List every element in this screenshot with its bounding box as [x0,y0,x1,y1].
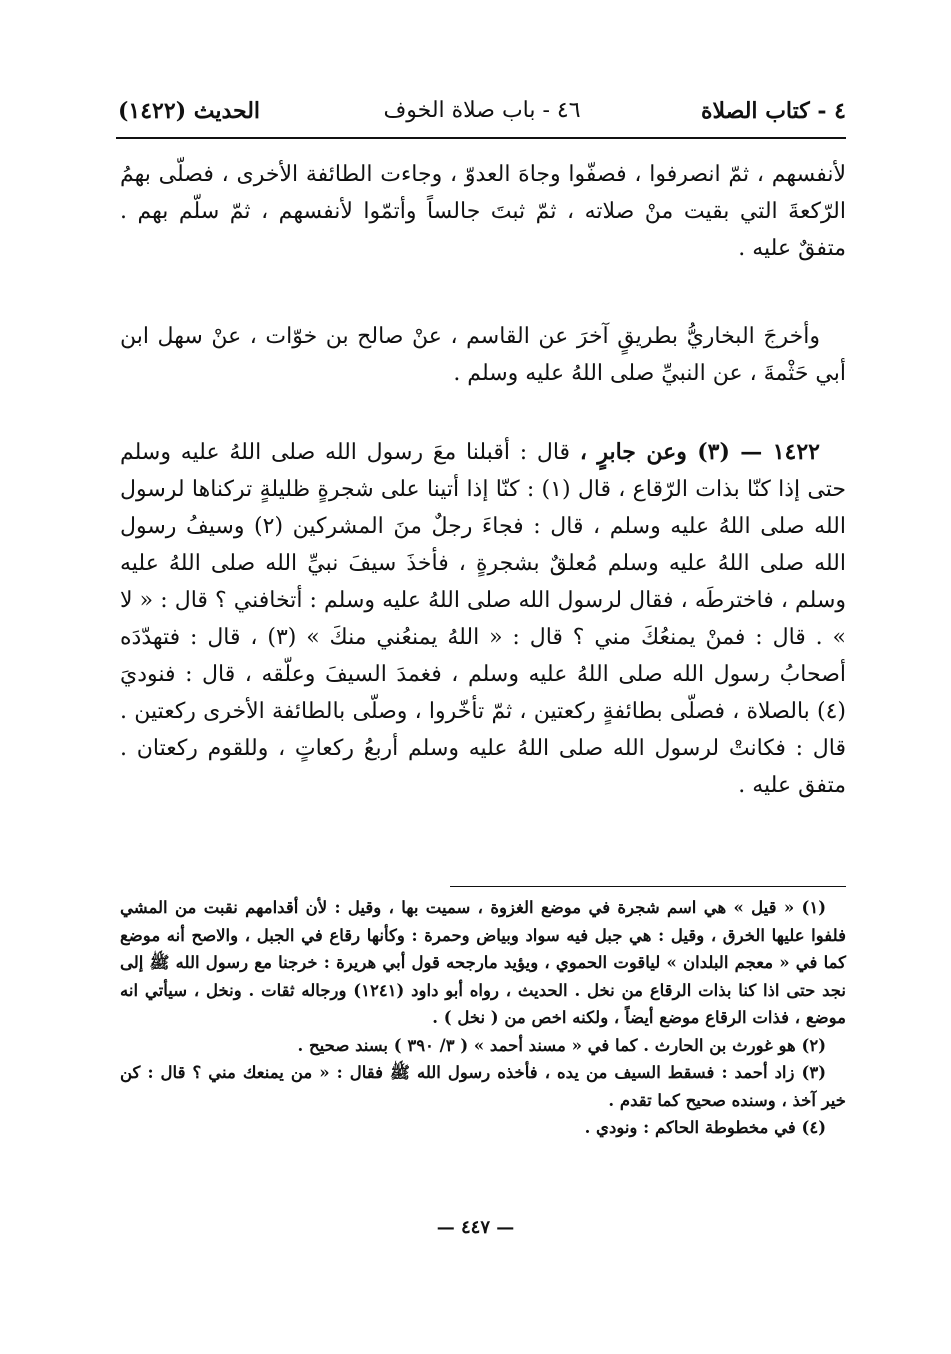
hadith-1422 [120,434,846,804]
page-number: — ٤٤٧ — [436,1217,515,1238]
footnote-2: (٢) هو غورث بن الحارث . كما في « مسند أحمد » ( ٣/ ٣٩٠ ) بسند صحيح . [297,1035,826,1055]
hadith-number: ١٤٢٢ — (٣) وعن جابرٍ ، [579,439,820,465]
header-rule [116,137,846,139]
paragraph-2-text: وأخرجَ البخاريُّ بطريقٍ آخرَ عن القاسم ، عنْ صالح بن خوّات ، عنْ سهل ابن أبي حَثْمةَ ، عن النبيِّ صلى اللهُ عليه وسلم . [120,324,846,386]
footnote-1: (١) « قيل » هي اسم شجرة في موضع الغزوة ، سميت بها ، وقيل : لأن أقدامهم نقبت من المشي فلفوا عليها الخرق ، وقيل : هي جبل فيه سواد وبياض وحمرة : وكأنها رقاع في الجبل ، والاصح أنه موضع كما في « معجم البلدان » لياقوت الحموي ، ويؤيد مارجحه قول أبي هريرة : خرجنا مع رسول الله ﷺ إلى نجد حتى اذا كنا بذات الرقاع من نخل . الحديث ، رواه أبو داود (١٢٤١) ورجاله ثقات . ونخل ، سيأتي انه موضع ، فذات الرقاع موضع أيضاً ، ولكنه اخص من ( نخل ) . [120,898,846,1027]
paragraph-2 [120,318,846,392]
paragraph-1 [120,156,846,267]
hadith-text: قال : أقبلنا معَ رسول الله صلى اللهُ عليه وسلم حتى إذا كنّا بذات الرّقاع ، قال (١) : كنّا إذا أتينا على شجرةٍ ظليلةٍ تركناها لرسول الله صلى اللهُ عليه وسلم ، قال : فجاءَ رجلٌ منَ المشركين (٢) وسيفُ رسول الله صلى اللهُ عليه وسلم مُعلقٌ بشجرةٍ ، فأخذَ سيفَ نبيِّ الله صلى اللهُ عليه وسلم ، فاخترطَه ، فقال لرسول الله صلى اللهُ عليه وسلم : أتخافني ؟ قال : « لا » . قال : فمنْ يمنعُكَ مني ؟ قال : « اللهُ يمنعُني منكَ » (٣) ، قال : فتهدّدَه أصحابُ رسول الله صلى اللهُ عليه وسلم ، فغمدَ السيفَ وعلّقه ، قال : فنوديَ (٤) بالصلاة ، فصلّى بطائفةٍ ركعتين ، ثمّ تأخّروا ، وصلّى بالطائفة الأخرى ركعتين . قال : فكانتْ لرسول الله صلى اللهُ عليه وسلم أربعُ ركعاتٍ ، وللقوم ركعتان . متفق عليه . [120,440,846,798]
footnote-rule [450,886,846,887]
footnote-4: (٤) في مخطوطة الحاكم : ونودي . [584,1118,826,1137]
header-book-title: ٤ - كتاب الصلاة [700,98,846,124]
footnote-3: (٣) زاد أحمد : فسقط السيف من يده ، فأخذه رسول الله ﷺ فقال : « من يمنعك مني ؟ قال : كن خير آخذ ، وسنده صحيح كما تقدم . [120,1063,846,1110]
header-hadith-number: الحديث (١٤٢٢) [118,98,261,124]
paragraph-1-text: لأنفسهم ، ثمّ انصرفوا ، فصفّوا وجاهَ العدوّ ، وجاءت الطائفة الأخرى ، فصلّى بهمُ الرّكعةَ التي بقيت منْ صلاته ، ثمّ ثبتَ جالساً وأتمّوا لأنفسهم ، ثمّ سلّم بهم . متفقٌ عليه . [120,162,846,261]
running-header [118,88,846,136]
footnotes [120,894,846,1142]
header-chapter-title: ٤٦ - باب صلاة الخوف [383,98,581,123]
